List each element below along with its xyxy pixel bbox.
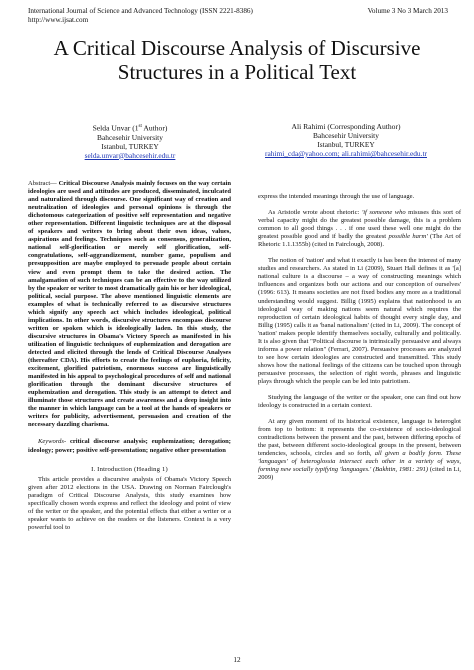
author-affiliation: Bahcesehir University [97, 132, 163, 142]
running-header-left [28, 7, 253, 25]
author-affiliation: Bahcesehir University [313, 131, 379, 140]
keywords-text: critical discourse analysis; euphemization; derogation; ideology; power; positive self-presentation; negative other presentation [28, 438, 231, 454]
left-column [28, 180, 231, 540]
author-block-1 [30, 122, 230, 160]
title-line-1: A Critical Discourse Analysis of Discursive [53, 36, 421, 60]
author-block-2 [246, 122, 446, 158]
paragraph-nation: The notion of 'nation' and what it exactly is has been the interest of many studies and researchers. As stated in Li (2009), Stuart Hall defines it as '[a] national culture is a discourse – a way of constructing meanings which influences and organizes both our actions and our conception of ourselves' (1996: 613). It means societies are not fixed bodies any more as a traditional understanding would suggest. Billig (1995) explains that nationhood is an ideological way of making nations seem natural which requires the reproduction of certain ideological habits of thought every single day, and Billig (1995) calls it as 'banal nationalism' (cited in Li, 2009). The concept of 'nation' makes people identify themselves socially, culturally and politically. It is also given that "Political discourse is intrinsically persuasive and always informs a power relation" (Ferrari, 2007). Persuasive processes are analyzed to see how certain ideologies are constructed and transmitted. This study shows how the national feelings of the citizens can be touched upon through persuasive processes, the selection of right words, phrases and linguistic plays through which the people can be led into patriotism. [258, 257, 461, 385]
page-number: 12 [233, 656, 241, 664]
title-line-2: Structures in a Political Text [117, 60, 357, 84]
abstract-text: Critical Discourse Analysis mainly focuses on the way certain ideologies are used and attitudes are produced, disseminated, inculcated and naturalized through discourse. One significant way of creation and neutralization of ideologies and personal opinions is through the dichotomous categorization of positive self representation and negative other representation. Different linguistic techniques are at the disposal of speakers and writers to bring about their own ideas, values, aspirations and feelings. Techniques such as consensus, generalization, national self-glorification or merely self glorification, self-congratulations, self-aggrandizement, number game, populism and presupposition are maybe employed to persuade people about certain view and even prompt them to take the desired action. The amalgamation of such techniques can be an effective to the way utilized by the speaker or writer to most dramatically gain his or her ideological, political, social purpose. The above mentioned linguistic elements are examples of what is technically referred to as discursive structures which signify any speech act which includes ideological, political implications. In other words, discursive structures encompass discourse written or spoken which is ideologically laden. In this study, the discursive structures in Obama's Victory Speech as manifested in his utilization of linguistic techniques of euphemization and derogation are detected and elicited through the lends of Critical Discourse Analyses (thereafter CDA). His efforts to create the feelings of euphoria, felicity, excitement, glorified patriotism, enormous success are linguistically manifested in his appeal to psychological procedures of self and national glorification through the dominant discursive structures of euphemization and derogation. This study is an attempt to detect and illuminate those structures and create awareness and a deep insight into the manner in which language can be a tool at the hands of speakers or writers for publicity, advertisement, persuasion and creation of the necessary dazzling charisma. [28, 180, 231, 429]
paragraph-aristotle: As Aristotle wrote about rhetoric: 'if someone who misuses this sort of verbal capacity might do the greatest possible damage, this is a problem common to all good things . . . if one used these well one might do the greatest possible good and if badly the greatest possible harm' (The Art of Rhetoric 1.1.1355b) (cited in Fairclough, 2008). [258, 209, 462, 249]
journal-name: International Journal of Science and Advanced Technology (ISSN 2221-8386) [28, 7, 253, 15]
author-location: Istanbul, TURKEY [317, 140, 375, 149]
author-name: Selda Unvar (1st Author) [92, 123, 168, 133]
right-column [258, 193, 461, 491]
keywords-label: Keywords- [38, 438, 67, 446]
author-email[interactable]: selda.unvar@bahcesehir.edu.tr [84, 150, 176, 160]
abstract [28, 180, 231, 429]
abstract-label: Abstract— [28, 180, 57, 187]
paper-title [20, 36, 454, 84]
author-location: Istanbul, TURKEY [101, 141, 159, 151]
keywords [28, 438, 231, 454]
journal-url[interactable]: http://www.ijsat.com [28, 16, 89, 24]
intro-paragraph: This article provides a discursive analysis of Obama's Victory Speech given after 2012 elections in the USA. Drawing on Norman Fairclough's paradigm of Critical Discourse Analysis, this study examines how specifically chosen words express and reflect the ideology and point of view of the writer or the speaker, and the potential effects that either a writer or a speaker wants to achieve on the readers or the listeners. Context is a very powerful tool to [28, 475, 231, 531]
paragraph: express the intended meanings through the use of language. [258, 193, 415, 200]
paragraph-ideology: Studying the language of the writer or the speaker, one can find out how ideology is constructed in a certain context. [258, 394, 461, 410]
issue-info: Volume 3 No 3 March 2013 [367, 7, 448, 15]
author-email[interactable]: rahimi_cda@yahoo.com; ali.rahimi@bahcesehir.edu.tr [265, 149, 427, 158]
author-name: Ali Rahimi (Corresponding Author) [291, 122, 401, 131]
paragraph-bakhtin: At any given moment of its historical existence, language is heteroglot from top to bottom: it represents the co-existence of socio-ideological contradictions between the present and the past, between differing epochs of the past, between different socio-ideological groups in the present, between tendencies, schools, circles and so forth, all given a bodily form. These 'languages' of heteroglossia intersect each other in a variety of ways, forming new socially typifying 'languages.' (Bakhtin, 1981: 291) (cited in Li, 2009) [258, 418, 461, 482]
section-heading: I. Introduction (Heading 1) [91, 465, 168, 473]
